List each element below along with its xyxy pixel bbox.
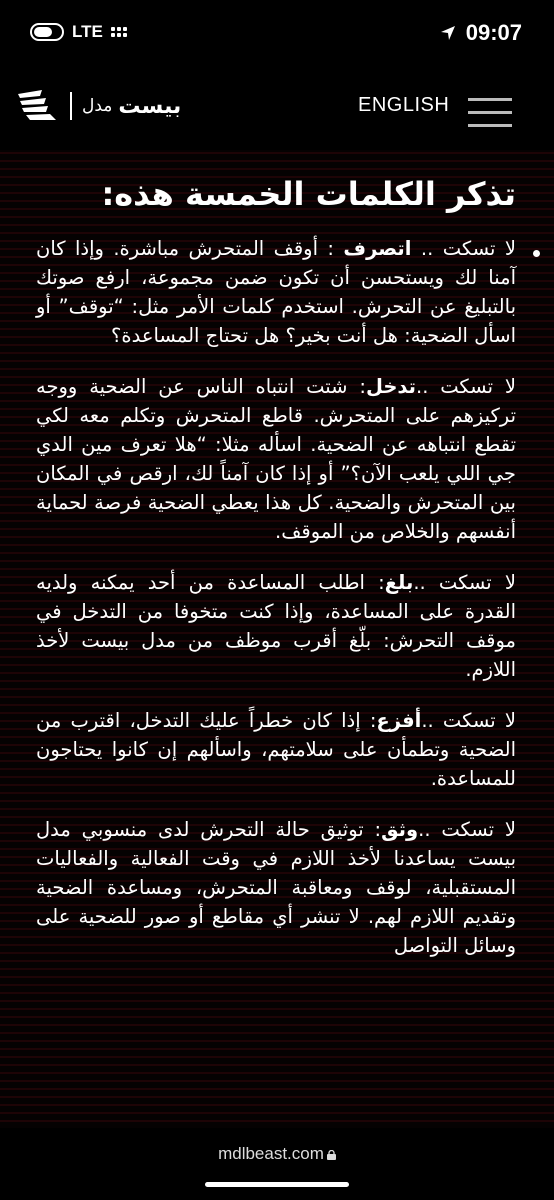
page-title: تذكر الكلمات الخمسة هذه: bbox=[101, 175, 516, 213]
language-switch-link[interactable]: ENGLISH bbox=[358, 94, 450, 116]
paragraph-keyword: وثق bbox=[381, 818, 419, 841]
paragraph-keyword: أفزع bbox=[376, 709, 422, 732]
paragraph-keyword: تدخل bbox=[365, 375, 416, 398]
lock-icon bbox=[327, 1150, 336, 1160]
url-display[interactable] bbox=[0, 1144, 554, 1164]
status-time: 09:07 bbox=[465, 20, 522, 45]
home-indicator[interactable] bbox=[205, 1182, 349, 1187]
status-right bbox=[440, 20, 522, 46]
list-bullet bbox=[533, 250, 540, 257]
paragraph-text: : أوقف المتحرش مباشرة. وإذا كان آمنا لك ويستحسن أن تكون ضمن مجموعة، ارفع صوتك بالتبليغ عن التحرش. استخدم كلمات الأمر مثل: “توقف” أو اسأل الضحية: هل أنت بخير؟ هل تحتاج المساعدة؟ bbox=[36, 237, 516, 347]
logo-text: بيست bbox=[118, 93, 182, 119]
wing-logo-icon bbox=[16, 86, 60, 126]
network-label: LTE bbox=[72, 22, 103, 41]
location-arrow-icon bbox=[440, 25, 456, 41]
main-content bbox=[0, 150, 554, 1128]
logo-divider bbox=[70, 92, 72, 120]
paragraph-help bbox=[36, 706, 516, 793]
browser-url-bar[interactable] bbox=[0, 1128, 554, 1200]
paragraph-text: : اطلب المساعدة من أحد يمكنه ولديه القدرة على المساعدة، وإذا كنت متخوفا من التدخل في موقف التحرش: بلّغ أقرب موظف من مدل بيست لأخذ اللازم. bbox=[36, 571, 516, 681]
paragraph-text: : إذا كان خطراً عليك التدخل، اقترب من الضحية وتطمأن على سلامتهم، واسألهم إن كانوا يحتاجون للمساعدة. bbox=[36, 709, 516, 790]
paragraph-keyword: بلغ bbox=[384, 571, 414, 594]
paragraph-lead: لا تسكت .. bbox=[418, 818, 517, 841]
paragraph-text: : شتت انتباه الناس عن الضحية ووجه تركيزهم على المتحرش. قاطع المتحرش وتكلم معه لكي تقطع انتباهه عن الضحية. اسأله مثلا: “هلا تعرف مين الدي جي اللي يلعب الآن؟” أو إذا كان آمناً لك، ارقص في المكان بين المتحرش والضحية. كل هذا يعطي الضحية فرصة لحماية أنفسهم والخلاص من الموقف. bbox=[36, 375, 516, 543]
logo-wordmark bbox=[82, 94, 181, 119]
paragraph-lead: لا تسكت .. bbox=[411, 237, 516, 260]
url-domain: mdlbeast.com bbox=[218, 1144, 324, 1163]
status-bar bbox=[0, 0, 554, 70]
paragraph-intervene bbox=[36, 372, 516, 546]
paragraph-lead: لا تسكت .. bbox=[413, 571, 517, 594]
status-left bbox=[30, 22, 127, 42]
paragraph-text: : توثيق حالة التحرش لدى منسوبي مدل بيست يساعدنا لأخذ اللازم في وقت الفعالية والفعاليات المستقبلية، لوقف ومعاقبة المتحرش، ومساعدة الضحية وتقديم اللازم لهم. لا تنشر أي مقاطع أو صور للضحية على وسائل التواصل bbox=[36, 818, 516, 957]
signal-icon bbox=[111, 27, 127, 37]
site-header bbox=[0, 70, 554, 150]
paragraph-document bbox=[36, 815, 516, 960]
logo-prefix: مدل bbox=[82, 96, 113, 116]
paragraph-lead: لا تسكت .. bbox=[421, 709, 516, 732]
hamburger-menu-icon[interactable] bbox=[468, 98, 512, 128]
paragraph-keyword: اتصرف bbox=[343, 237, 412, 260]
site-logo[interactable] bbox=[16, 86, 181, 126]
paragraph-act bbox=[36, 234, 516, 350]
toggle-icon bbox=[30, 23, 64, 41]
paragraph-report bbox=[36, 568, 516, 684]
paragraph-lead: لا تسكت .. bbox=[416, 375, 516, 398]
